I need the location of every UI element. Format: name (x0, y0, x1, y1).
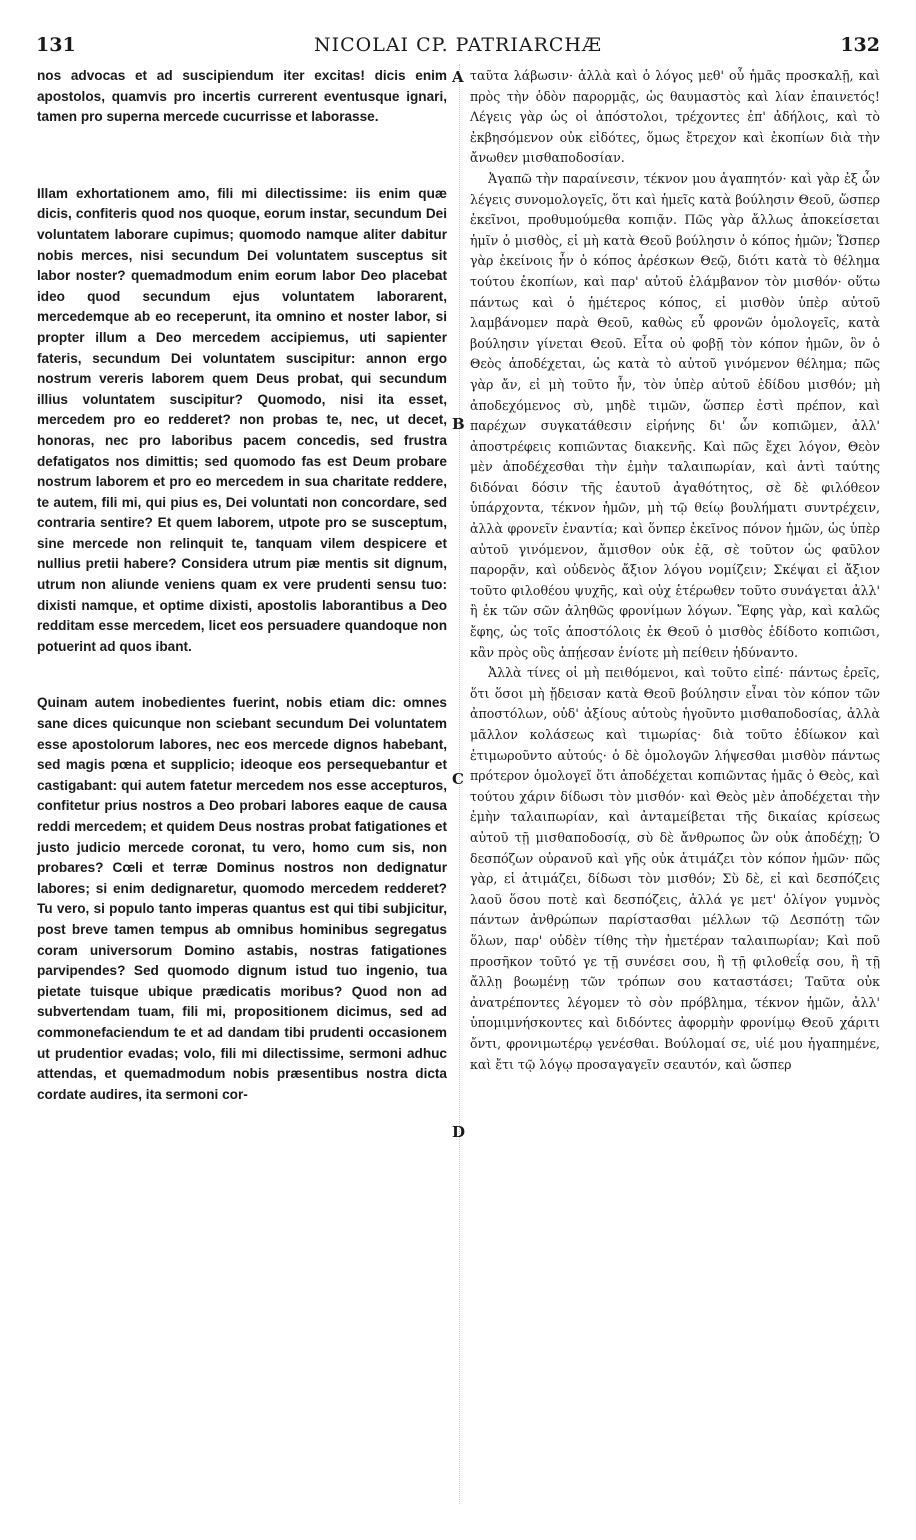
latin-paragraph-2: Illam exhortationem amo, fili mi dilectissime: iis enim quæ dicis, confiteris quod nos quoque, eorum instar, secundum Dei voluntatem laborare cupimus; quomodo namque aliter dabitur nobis merces, nisi secundum Dei voluntatem susceptus sit labor noster? quemadmodum enim eorum labor Deo placebat ideo quod secundum ejus voluntatem laborarent, mercedemque ab eo receperunt, ita omnino et noster labor, si propter illum a Deo mercedem accipiemus, uti sapienter fateris, secundum Dei voluntatem suscipitur: annon ergo nostrum vereris laborem quem Deus probat, qui secundum illius voluntatem suscipitur? Quomodo, nisi ita esset, mercedem pro eo redderet? non probas te, nec, ut decet, honoras, nec pro laboribus pacem concedis, sed frustra defatigatos nos dimittis; sed quomodo fas est Deum probare nostrum laborem et pro eo mercedem in sua charitate reddere, te autem, fili mi, qui pius es, Dei voluntati non concordare, sed contraria sentire? Et quem laborem, utpote pro se susceptum, sine mercede non relinquit te, tanquam vilem despicere et nullius pretii habere? Considera utrum piæ mentis sit dignum, utrum non aliunde veniens quam ex vere prudenti sensu tuo: dixisti namque, et optime dixisti, apostolis laborantibus a Deo redditam esse mercedem, licet eos persuadere quandoque non potuerint ad quos ibant. (37, 185, 447, 654)
left-page-number: 131 (36, 34, 76, 56)
greek-column (470, 66, 880, 1075)
greek-paragraph-2: Ἀγαπῶ τὴν παραίνεσιν, τέκνον μου ἀγαπητόν· καὶ γὰρ ἐξ ὧν λέγεις συνομολογεῖς, ὅτι καὶ ἡμεῖς κατὰ βούλησιν Θεοῦ, ὥσπερ ἐκεῖνοι, προθυμούμεθα κοπιᾷν. Πῶς γὰρ ἄλλως ἀποκείσεται ἡμῖν ὁ μισθὸς, εἰ μὴ κατὰ Θεοῦ βούλησιν ὁ κόπος ἡμῶν; Ὥσπερ γὰρ ἐκείνοις ἦν ὁ κόπος ἀρέσκων Θεῷ, διότι κατὰ τὸ θέλημα τούτου ἐκοπίων, καὶ παρ' αὐτοῦ ἐλάμβανον τὸν μισθόν· οὕτω πάντως καὶ ὁ ἡμέτερος κόπος, εἰ μισθὸν ὑπὲρ αὐτοῦ λαμβάνομεν παρὰ Θεοῦ, καθὼς εὖ φρονῶν ὁμολογεῖς, κατὰ βούλησιν γίνεται Θεοῦ. Εἶτα οὐ φοβῇ τὸν κόπον ἡμῶν, ὃν ὁ Θεὸς ἀποδέχεται, ὡς κατὰ τὸ αὐτοῦ γινόμενον θέλημα; πῶς γὰρ ἄν, εἰ μὴ τοῦτο ἦν, τὸν ὑπὲρ αὐτοῦ ἐδίδου μισθόν; μὴ ἀποδεχόμενος σὺ, μηδὲ τιμῶν, ὥσπερ ἐστὶ πρέπον, καὶ παρέχων συγκατάθεσιν εἰρήνης δι' ὧν κοπιῶμεν, ἀλλ' ἀποστρέφεις κοπιῶντας διακενῆς. Καὶ πῶς ἔχει λόγον, Θεὸν μὲν ἀποδέχεσθαι τὴν ἐμὴν ταλαιπωρίαν, καὶ ἀντὶ ταύτης διδόναι δόσιν τῆς ἑαυτοῦ ἀγαθότητος, σὲ δὲ φιλόθεον ὑπάρχοντα, τέκνον ἡμῶν, μὴ τῷ θείῳ βουλήματι συντρέχειν, ἀλλὰ φρονεῖν ἐναντία; καὶ ὅνπερ ἐκεῖνος πόνον ἡμῶν, ὡς ὑπὲρ αὐτοῦ γινόμενον, ἄμισθον οὐκ ἐᾷ, σὲ τοῦτον ὡς φαῦλον παρορᾷν, καὶ οὐδενὸς ἄξιον λόγου νομίζειν; Σκέψαι εἰ ἄξιον τοῦτο φιλοθέου ψυχῆς, καὶ οὐχ ἑτέρωθεν τοῦτο συνάγεται ἀλλ' ἢ ἐκ τῶν σῶν ἀληθῶς φρονίμων λόγων. Ἔφης γὰρ, καὶ καλῶς ἔφης, ὡς τοῖς ἀποστόλοις ἐκ Θεοῦ ὁ μισθὸς ἐδίδοτο κοπιῶσι, κἂν πρὸς οὓς ἀπῄεσαν ἐνίοτε μὴ πείθειν ἠδύναντο. (470, 170, 880, 660)
margin-marker-d: D (452, 1123, 466, 1141)
page-header (36, 34, 880, 60)
latin-column (37, 66, 447, 1105)
greek-paragraph-1: ταῦτα λάβωσιν· ἀλλὰ καὶ ὁ λόγος μεθ' οὗ ἡμᾶς προσκαλῇ, καὶ πρὸς τὴν ὁδὸν παρορμᾷς, ὡς θαυμαστὸς καὶ λίαν ἐπαινετός! Λέγεις γὰρ ὡς οἱ ἀπόστολοι, τρέχοντες ἐπ' ἀδήλοις, καὶ τὸ ἐκβησόμενον οὐκ εἰδότες, ὅμως ἔτρεχον καὶ ἐκοπίων διὰ τὴν ἄνωθεν μισθαποδοσίαν. (470, 68, 880, 166)
margin-marker-a: A (452, 68, 464, 86)
running-title: NICOLAI CP. PATRIARCHÆ (313, 34, 603, 56)
latin-paragraph-1: nos advocas et ad suscipiendum iter excitas! dicis enim apostolos, quamvis pro incertis currerent eventusque ignari, tamen pro superna mercede cucurrisse et laborasse. (37, 68, 447, 125)
margin-marker-b: B (452, 415, 465, 433)
greek-paragraph-3: Ἀλλὰ τίνες οἱ μὴ πειθόμενοι, καὶ τοῦτο εἰπέ· πάντως ἐρεῖς, ὅτι ὅσοι μὴ ᾔδεισαν κατὰ Θεοῦ βούλησιν εἶναι τὸν κόπον τῶν ἀποστόλων, οὐδ' ἀξίους αὐτοὺς ἡγοῦντο μισθαποδοσίας, ἀλλὰ μᾶλλον κολάσεως καὶ τιμωρίας· διὰ τοῦτο ἐδίωκον καὶ ἐτιμωροῦντο αὐτούς· ὁ δὲ ὁμολογῶν λήψεσθαι μισθὸν πάντως πρότερον ὁμολογεῖ ὅτι ἀποδέχεται κοπιῶντας ἡμᾶς ὁ Θεὸς, καὶ τούτου χάριν δίδωσι τὸν μισθόν· καὶ Θεὸς μὲν ἀποδέχεται τὴν ἐμὴν ταλαιπωρίαν, καὶ ἀνταμείβεται τῆς δικαίας κρίσεως αὐτοῦ τῇ μισθαποδοσίᾳ, σὺ δὲ ἄνθρωπος ὢν οὐκ ἀποδέχῃ; Ὁ δεσπόζων οὐρανοῦ καὶ γῆς οὐκ ἀτιμάζει τὸν κόπον ἡμῶν· πῶς γὰρ, εἰ ἀτιμάζει, δίδωσι τὸν μισθόν; Σὺ δὲ, εἰ καὶ δεσπόζεις λαοῦ ὅσου ποτὲ καὶ δεσπόζεις, ἀλλά γε μετ' ὀλίγον γυμνὸς πάντων ἀνθρώπων παρίστασθαι μέλλων τῷ Δεσπότῃ τῶν ὅλων, παρ' οὐδὲν τίθης τὴν ἡμετέραν ταλαιπωρίαν; Καὶ ποῦ προσῆκον τοῦτό γε τῇ συνέσει σου, ἢ τῇ φιλοθεΐᾳ σου, ἢ τῇ ἄλλῃ βοωμένῃ τῶν τρόπων σου καταστάσει; Ταῦτα οὐκ ἀνατρέποντες λέγομεν τὸ σὸν πρόβλημα, τέκνον ἡμῶν, ἀλλ' ὑπομιμνήσκοντες καὶ διδόντες ἀφορμὴν φρονίμῳ Θεοῦ χάριτι ὄντι, φρονιμωτέρῳ γενέσθαι. Βούλομαί σε, υἱέ μου ἠγαπημένε, καὶ ἔτι τῷ λόγῳ προσαγαγεῖν σεαυτόν, καὶ ὥσπερ (470, 665, 880, 1072)
right-page-number: 132 (840, 34, 880, 56)
latin-paragraph-3: Quinam autem inobedientes fuerint, nobis etiam dic: omnes sane dices quicunque non sciebant secundum Dei voluntatem esse apostolorum labores, nec eos mercede dignos habebant, sed magis pœna et supplicio; ideoque eos persequebantur et castigabant: qui autem fatetur mercedem nos esse accepturos, confitetur prius nostros a Deo probari labores eaque de causa reddi mercedem; et quidem Deus nostras probat fatigationes et justo judicio mercede coronat, tu vero, homo cum sis, non probares? Cœli et terræ Dominus nostros non dedignatur labores; si enim dedignaretur, quomodo mercedem redderet? Tu vero, si populo tanto imperas quantus est qui tibi subjicitur, post breve tamen tempus ab omnibus hominibus segregatus coram universorum Domino astabis, nostras fatigationes parvipendes? Sed quomodo dignum istud tuo ingenio, tua pietate tuisque ubique prædicatis moribus? Quod non ad subvertendam tuam, fili mi, propositionem dicimus, sed ad commonefaciendum te et ad dandam tibi prudenti occasionem ut prudentior evadas; volo, fili mi dilectissime, sermoni adhuc attendas, et quemadmodum nobis præsentibus nostra dicta cordate audires, ita sermoni cor- (37, 695, 447, 1102)
margin-marker-c: C (452, 770, 464, 788)
